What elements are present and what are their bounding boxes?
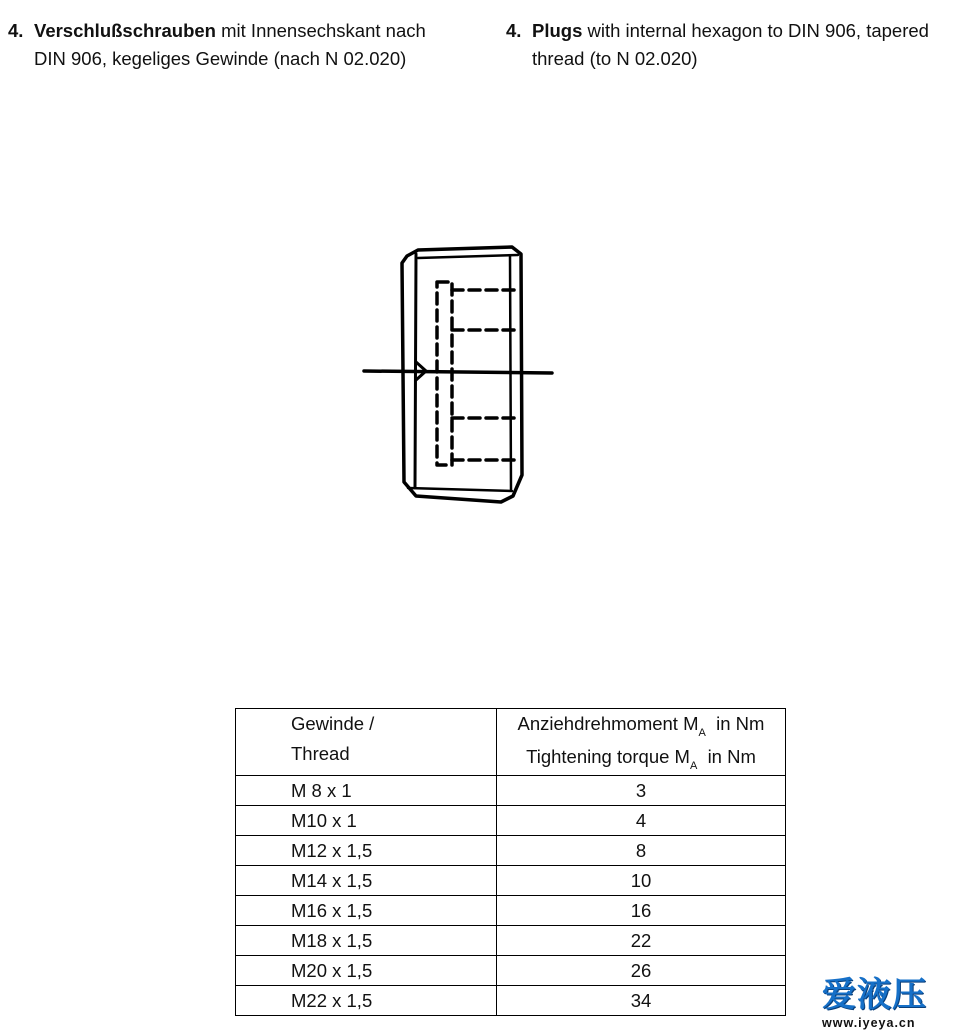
- torque-cell: 16: [497, 896, 786, 926]
- table-row: [236, 806, 786, 836]
- center-axis-line: [364, 371, 552, 373]
- thread-cell: M14 x 1,5: [236, 866, 497, 896]
- torque-cell: 3: [497, 776, 786, 806]
- table-row: [236, 956, 786, 986]
- torque-cell: 34: [497, 986, 786, 1016]
- header-thread-en: Thread: [291, 743, 350, 764]
- table-header-row: [236, 709, 786, 776]
- thread-cell: M10 x 1: [236, 806, 497, 836]
- header-torque: [497, 709, 786, 776]
- torque-cell: 26: [497, 956, 786, 986]
- table-row: [236, 986, 786, 1016]
- german-text-line1: mit Innensechskant nach: [215, 20, 426, 41]
- thread-cell: M16 x 1,5: [236, 896, 497, 926]
- section-number-en: 4.: [506, 20, 522, 41]
- table-row: [236, 896, 786, 926]
- watermark-logo-link[interactable]: [822, 976, 952, 1028]
- header-torque-de: Anziehdrehmoment $M_A$ in Nm: [517, 713, 765, 739]
- torque-cell: 8: [497, 836, 786, 866]
- torque-cell: 22: [497, 926, 786, 956]
- thread-cell: M12 x 1,5: [236, 836, 497, 866]
- section-number-de: 4.: [8, 20, 24, 41]
- watermark-logo-text: 爱液压: [822, 976, 927, 1014]
- torque-cell: 10: [497, 866, 786, 896]
- thread-cell: M 8 x 1: [236, 776, 497, 806]
- plug-bottom-chamfer: [408, 488, 512, 491]
- torque-cell: 4: [497, 806, 786, 836]
- table-row: [236, 836, 786, 866]
- thread-cell: M18 x 1,5: [236, 926, 497, 956]
- header-thread: [236, 709, 497, 776]
- english-text-line1: with internal hexagon to DIN 906, tapered: [582, 20, 929, 41]
- english-text-line2: thread (to N 02.020): [532, 48, 698, 69]
- plug-top-chamfer: [418, 255, 518, 258]
- plug-technical-drawing: [360, 240, 560, 510]
- german-title: Verschlußschrauben: [34, 20, 216, 41]
- table-row: [236, 776, 786, 806]
- english-title: Plugs: [532, 20, 583, 41]
- english-description: [506, 17, 958, 73]
- thread-cell: M22 x 1,5: [236, 986, 497, 1016]
- german-description: [8, 17, 468, 73]
- german-text-line2: DIN 906, kegeliges Gewinde (nach N 02.020): [34, 48, 407, 69]
- thread-cell: M20 x 1,5: [236, 956, 497, 986]
- header-thread-de: Gewinde /: [291, 713, 375, 734]
- watermark-url: www.iyeya.cn: [822, 1016, 916, 1030]
- torque-table: [235, 708, 786, 1016]
- header-torque-en: Tightening torque $M_A$ in Nm: [526, 746, 756, 772]
- table-row: [236, 926, 786, 956]
- plug-right-edge: [510, 256, 511, 490]
- table-row: [236, 866, 786, 896]
